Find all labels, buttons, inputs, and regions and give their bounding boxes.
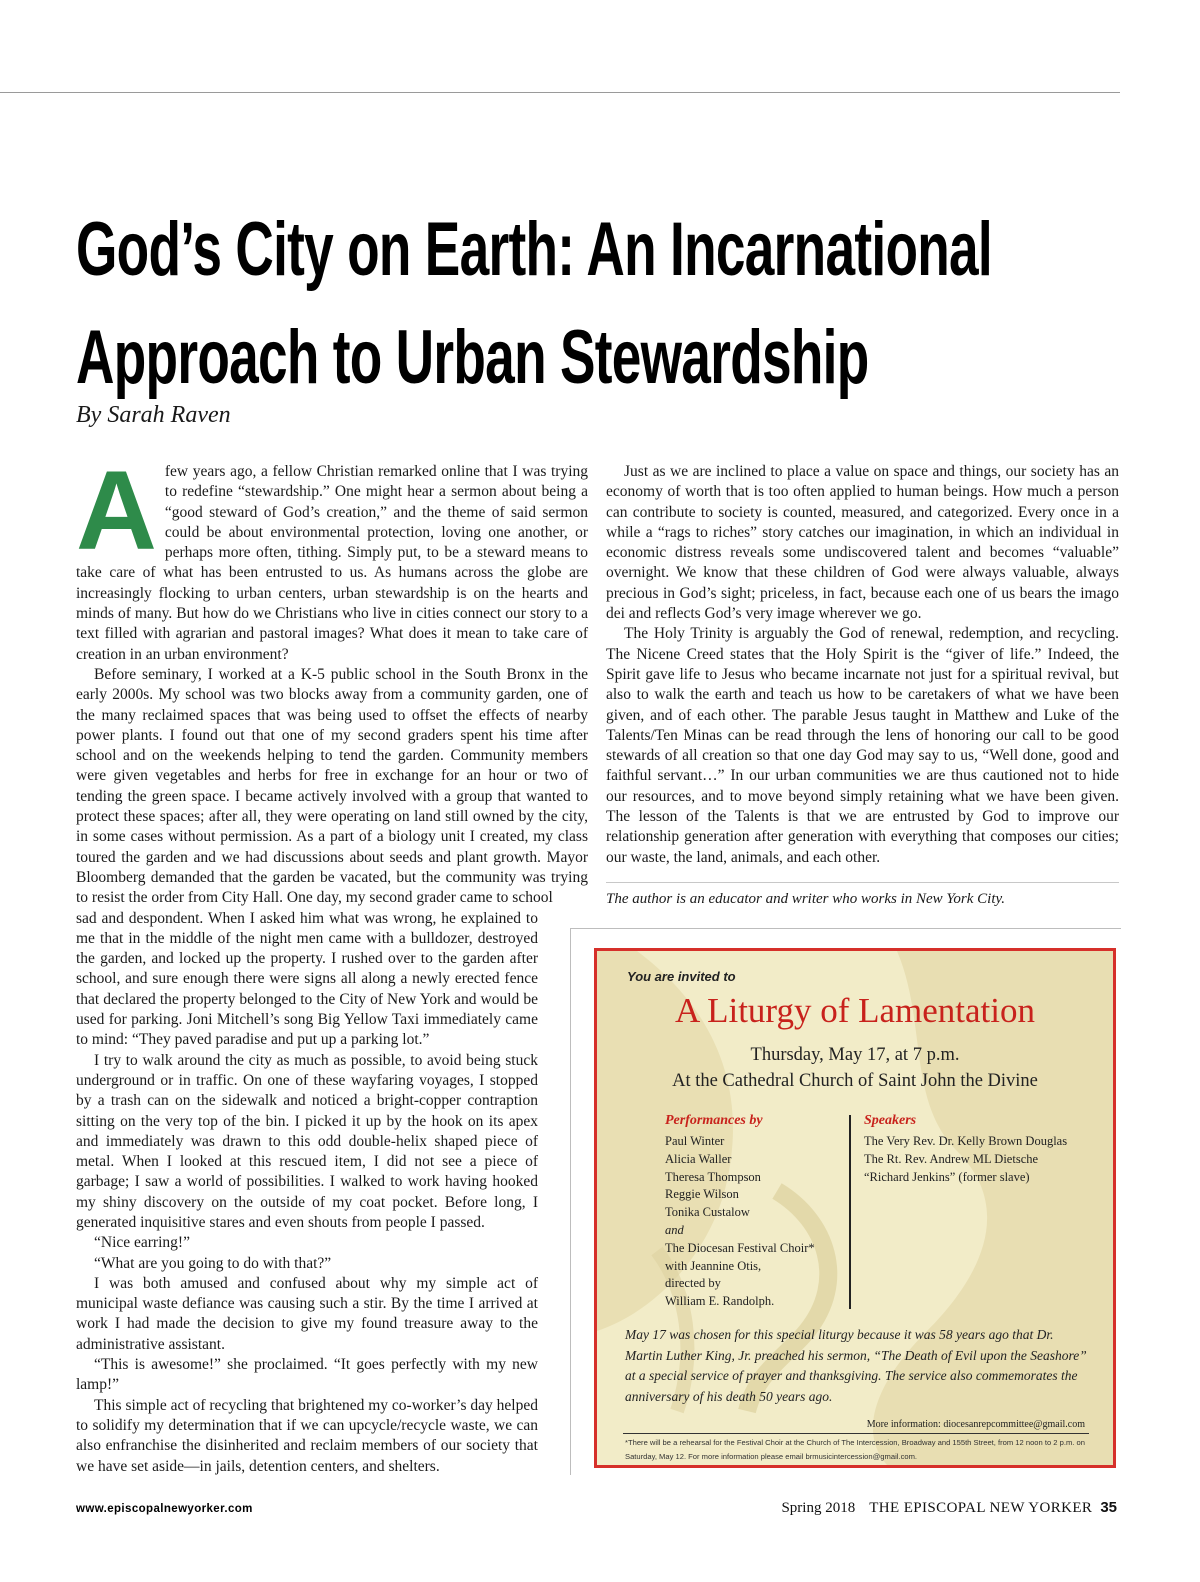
performer: directed by — [665, 1276, 721, 1291]
paragraph-8: This simple act of recycling that brightened my co-worker’s day helped to solidify my determination that if we can upcycle/recycle waste, we can also enfranchise the disinherited and reclaim members of our society that we have set aside—in jails, detention centers, and shelters. — [76, 1396, 538, 1475]
paragraph-1: few years ago, a fellow Christian remarked online that I was trying to redefine “stewardship.” One might hear a sermon about being a “good steward of God’s creation,” and the theme of said sermon could be about environmental protection, loving one another, or perhaps more often, tithing. Simply put, to be a steward means to take care of what has been entrusted to us. As humans across the globe are increasingly flocking to urban centers, urban stewardship is on the hearts and minds of many. But how do we Christians who live in cities connect our story to a text filled with agrarian and pastoral images? What does it mean to take care of creation in an urban environment? — [76, 463, 588, 663]
paragraph-4: “Nice earring!” — [94, 1234, 190, 1252]
speaker-list — [864, 1133, 1067, 1186]
author-note-rule — [606, 882, 1119, 883]
performer: with Jeannine Otis, — [665, 1258, 762, 1273]
flyer-footnote: *There will be a rehearsal for the Festival Choir at the Church of The Intercession, Broadway and 155th Street, from 12 noon to 2 p.m. on Saturday, May 12. For more information please email brmusicintercession@gmail.com. — [625, 1438, 1085, 1461]
performer: and — [665, 1222, 684, 1237]
performances-heading: Performances by — [665, 1113, 763, 1128]
flyer-title: A Liturgy of Lamentation — [675, 991, 1035, 1030]
paragraph-10: The Holy Trinity is arguably the God of renewal, redemption, and recycling. The Nicene Creed states that the Holy Spirit is the “giver of life.” Indeed, the Spirit gave life to Jesus who became incarnate not just for a spiritual revival, but also to walk the earth and teach us how to be caretakers of what we have been given, and of each other. The parable Jesus taught in Matthew and Luke of the Talents/Ten Minas can be read through the lens of honoring our call to be good stewards of all creation so that one day God may say to us, “Well done, good and faithful servant…” In our urban communities we are thus cautioned not to hide our resources, and to move beyond simply retaining what we have been given. The lesson of the Talents is that we are entrusted by God to improve our relationship generation after generation with everything that composes our cities; our waste, the land, animals, and each other. — [606, 625, 1119, 866]
performer: Tonika Custalow — [665, 1205, 750, 1220]
left-column — [76, 448, 588, 1477]
speaker: The Rt. Rev. Andrew ML Dietsche — [864, 1151, 1039, 1166]
footer-folio — [781, 1499, 1117, 1517]
top-rule — [0, 92, 1120, 93]
page-number: 35 — [1100, 1499, 1117, 1516]
performer: The Diocesan Festival Choir* — [665, 1240, 815, 1255]
wrap-section — [76, 909, 538, 1477]
paragraph-5: “What are you going to do with that?” — [94, 1254, 332, 1272]
event-flyer — [594, 948, 1116, 1468]
headline-line-1: God’s City on Earth: An Incarnational — [76, 207, 993, 292]
article-headline — [76, 196, 993, 412]
flyer-divider — [849, 1115, 851, 1309]
performer: Reggie Wilson — [665, 1187, 739, 1202]
paragraph-7: “This is awesome!” she proclaimed. “It goes perfectly with my new lamp!” — [76, 1356, 538, 1394]
flyer-rule — [623, 1433, 1089, 1434]
publication-name: THE EPISCOPAL NEW YORKER — [869, 1500, 1093, 1516]
flyer-invite: You are invited to — [627, 969, 736, 984]
paragraph-2-continued: sad and despondent. When I asked him what was wrong, he explained to me that in the middle of the night men came with a bulldozer, destroyed the garden, and locked up the property. I rushed over to the garden after school, and sure enough there were signs all along a newly erected fence that declared the property belonged to the City of New York and would be used for parking. Joni Mitchell’s song Big Yellow Taxi immediately came to mind: “They paved paradise and put up a parking lot.” — [76, 909, 538, 1049]
performer: Theresa Thompson — [665, 1169, 761, 1184]
speakers-section — [864, 1113, 1067, 1186]
paragraph-3: I try to walk around the city as much as possible, to avoid being stuck underground or in traffic. On one of these wayfaring voyages, I stopped by a trash can on the sidewalk and noticed a bright-copper contraption sitting on the very top of the bin. I picked it up by the hook on its apex and immediately was drawn to this odd double-helix shaped piece of metal. When I looked at this rescued item, I did not see a piece of garbage; I saw a world of possibilities. I walked to work having hooked my shiny discovery on the outside of my coat pocket. Before long, I generated inquisitive stares and even shouts from people I passed. — [76, 1051, 538, 1231]
performer: William E. Randolph. — [665, 1294, 775, 1309]
performer: Alicia Waller — [665, 1151, 732, 1166]
footer-url[interactable]: www.episcopalnewyorker.com — [76, 1503, 253, 1515]
speakers-heading: Speakers — [864, 1113, 917, 1128]
headline-line-2: Approach to Urban Stewardship — [76, 315, 869, 400]
performances-section — [665, 1113, 815, 1311]
performer-list — [665, 1133, 815, 1311]
author-note: The author is an educator and writer who works in New York City. — [606, 891, 1006, 907]
performer: Paul Winter — [665, 1134, 725, 1148]
paragraph-6: I was both amused and confused about why my simple act of municipal waste defiance was causing such a stir. By the time I arrived at work I had made the decision to give my found treasure away to the administrative assistant. — [76, 1274, 538, 1353]
right-column — [606, 462, 1119, 868]
drop-cap: A — [76, 448, 157, 573]
flyer-date: Thursday, May 17, at 7 p.m. — [750, 1045, 960, 1065]
paragraph-2: Before seminary, I worked at a K-5 public school in the South Bronx in the early 2000s. My school was two blocks away from a community garden, one of the many reclaimed spaces that was being used to offset the effects of nearby power plants. I found out that one of my second graders spent his time after school and on the weekends helping to tend the garden. Community members were given vegetables and herbs for free in exchange for an hour or two of tending the green space. I became actively involved with a group that wanted to protect these spaces; after all, they were operating on land still owned by the city, in some cases without permission. As a part of a biology unit I created, my class toured the garden and we had discussions about seeds and plant growth. Mayor Bloomberg demanded that the garden be vacated, but the community was trying to resist the order from City Hall. One day, my second grader came to school — [76, 665, 588, 907]
flyer-note: May 17 was chosen for this special liturgy because it was 58 years ago that Dr. Martin Luther King, Jr. preached his sermon, “The Death of Evil upon the Seashore” at a special service of prayer and thanksgiving. The service also commemorates the anniversary of his death 50 years ago. — [625, 1327, 1087, 1404]
speaker: The Very Rev. Dr. Kelly Brown Douglas — [864, 1134, 1068, 1148]
issue-date: Spring 2018 — [781, 1500, 856, 1516]
paragraph-9: Just as we are inclined to place a value on space and things, our society has an economy of worth that is too often applied to human beings. How much a person can contribute to society is counted, measured, and categorized. Every once in a while a “rags to riches” story catches our imagination, in which an individual in economic distress reveals some undiscovered talent and becomes “valuable” overnight. We know that these children of God were always valuable, always precious in God’s sight; priceless, in fact, because each one of us bears the imago dei and reflects God’s very image wherever we go. — [606, 463, 1119, 623]
byline: By Sarah Raven — [76, 402, 231, 428]
speaker: “Richard Jenkins” (former slave) — [864, 1169, 1030, 1184]
flyer-venue: At the Cathedral Church of Saint John the Divine — [672, 1071, 1038, 1091]
flyer-more-info: More information: diocesanrepcommittee@gmail.com — [866, 1419, 1085, 1430]
